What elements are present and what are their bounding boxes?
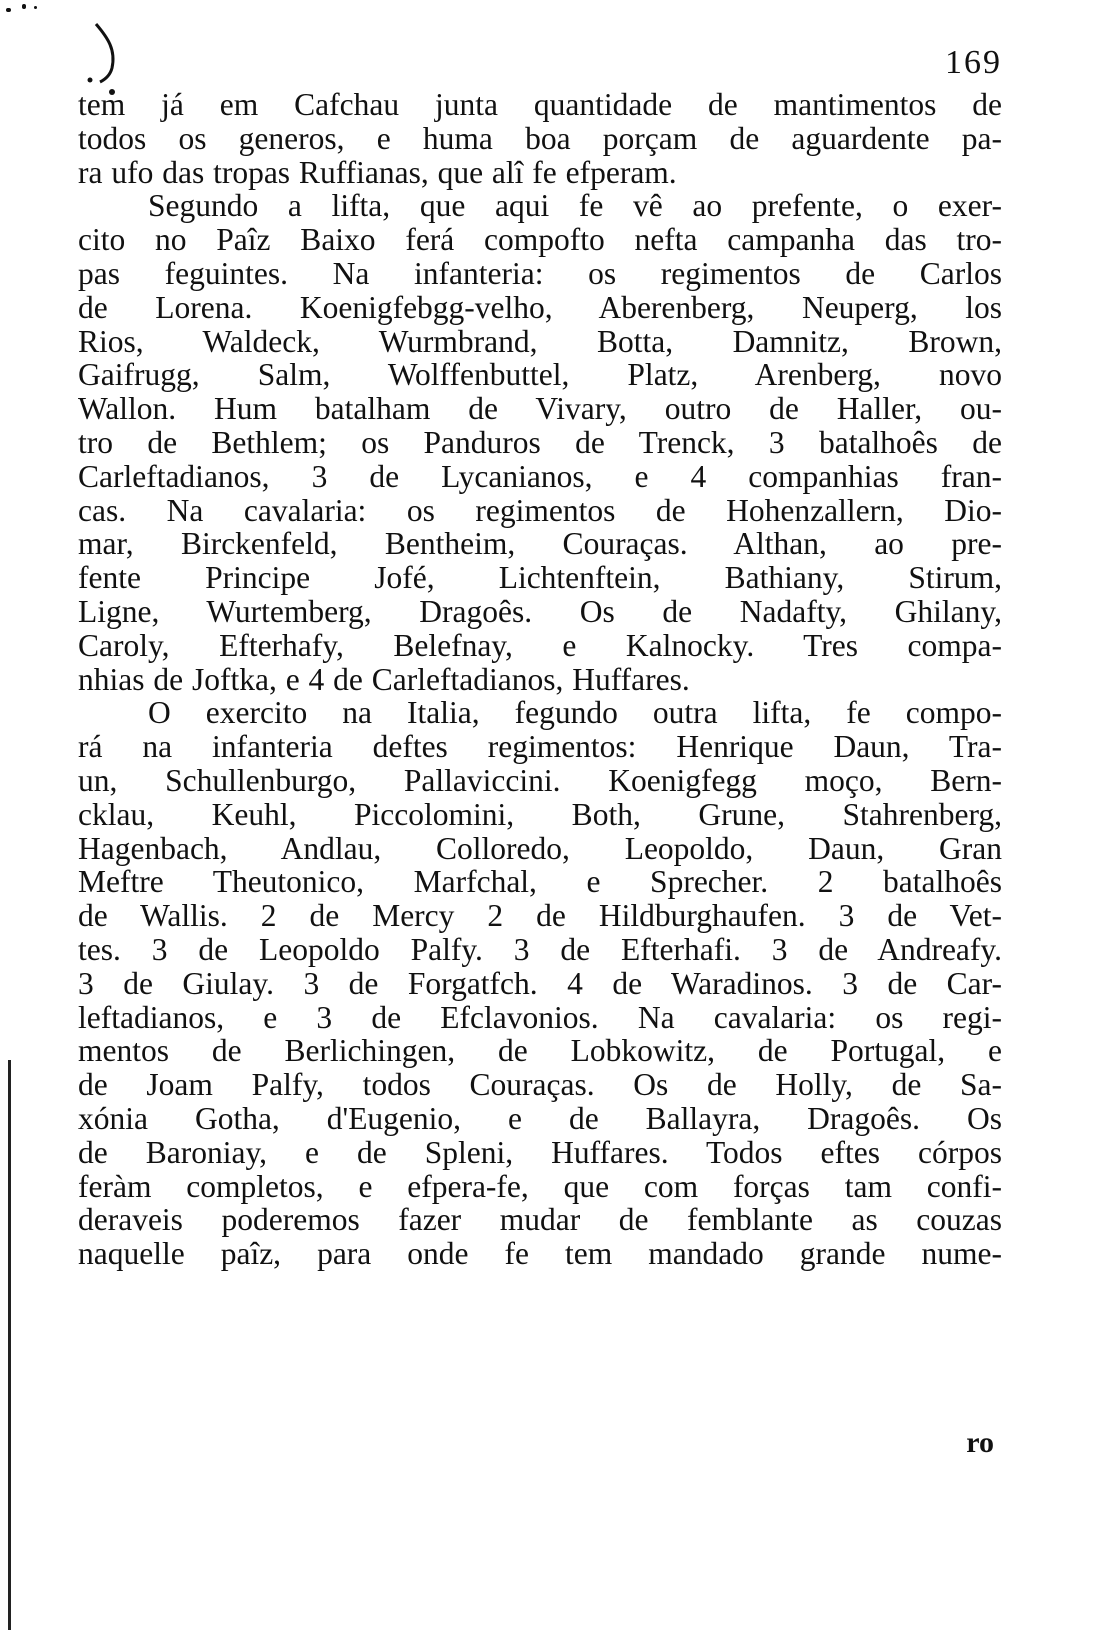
text-line: leftadianos, e 3 de Efclavonios. Na cavalaria: os regi- — [78, 999, 1002, 1035]
text-line: pas feguintes. Na infanteria: os regimentos de Carlos — [78, 255, 1002, 291]
page-edge-line — [8, 1060, 11, 1630]
ink-speck — [34, 6, 37, 9]
text-line: tem já em Cafchau junta quantidade de mantimentos de — [78, 87, 1002, 122]
page-number: 169 — [945, 44, 1002, 81]
text-line: naquelle paîz, para onde fe tem mandado grande nume- — [78, 1236, 1002, 1272]
text-line: rá na infanteria deftes regimentos: Henrique Daun, Tra- — [78, 729, 1002, 765]
text-line: Caroly, Efterhafy, Belefnay, e Kalnocky. Tres compa- — [78, 627, 1002, 663]
text-line: Ligne, Wurtemberg, Dragoês. Os de Nadafty, Ghilany, — [78, 593, 1002, 629]
text-line: deraveis poderemos fazer mudar de femblante as couzas — [78, 1202, 1002, 1238]
catchword: ro — [966, 1426, 994, 1459]
text-line: ra ufo das tropas Ruffianas, que alî fe efperam. — [78, 154, 677, 190]
ink-speck — [6, 8, 11, 12]
text-line: cito no Paîz Baixo ferá compofto nefta campanha das tro- — [78, 222, 1002, 258]
text-line: O exercito na Italia, fegundo outra lifta, fe compo- — [148, 695, 1002, 731]
text-line: nhias de Joftka, e 4 de Carleftadianos, Huffares. — [78, 661, 690, 697]
ink-speck — [22, 4, 26, 9]
text-line: Segundo a lifta, que aqui fe vê ao prefente, o exer- — [148, 188, 1002, 224]
text-line: tes. 3 de Leopoldo Palfy. 3 de Efterhafi. 3 de Andreafy. — [78, 931, 1002, 967]
text-line: Wallon. Hum batalham de Vivary, outro de Haller, ou- — [78, 391, 1002, 427]
text-line: de Lorena. Koenigfebgg-velho, Aberenberg, Neuperg, los — [78, 289, 1002, 325]
text-line: tro de Bethlem; os Panduros de Trenck, 3 batalhoês de — [78, 424, 1002, 460]
text-line: Hagenbach, Andlau, Colloredo, Leopoldo, Daun, Gran — [78, 830, 1002, 866]
text-line: Rios, Waldeck, Wurmbrand, Botta, Damnitz, Brown, — [78, 323, 1002, 359]
text-line: de Wallis. 2 de Mercy 2 de Hildburghaufen. 3 de Vet- — [78, 898, 1002, 934]
text-line: cas. Na cavalaria: os regimentos de Hohenzallern, Dio- — [78, 492, 1002, 528]
text-line: Gaifrugg, Salm, Wolffenbuttel, Platz, Arenberg, novo — [78, 357, 1002, 393]
text-line: Carleftadianos, 3 de Lycanianos, e 4 companhias fran- — [78, 458, 1002, 494]
text-line: 3 de Giulay. 3 de Forgatfch. 4 de Waradinos. 3 de Car- — [78, 965, 1002, 1001]
text-line: cklau, Keuhl, Piccolomini, Both, Grune, Stahrenberg, — [78, 796, 1002, 832]
text-line: feràm completos, e efpera-fe, que com forças tam confi- — [78, 1168, 1002, 1204]
text-line: todos os generos, e huma boa porçam de aguardente pa- — [78, 120, 1002, 156]
text-line: un, Schullenburgo, Pallaviccini. Koenigfegg moço, Bern- — [78, 762, 1002, 798]
text-line: mentos de Berlichingen, de Lobkowitz, de Portugal, e — [78, 1033, 1002, 1069]
text-line: mar, Birckenfeld, Bentheim, Couraças. Althan, ao pre- — [78, 526, 1002, 562]
text-line: fente Principe Jofé, Lichtenftein, Bathiany, Stirum, — [78, 560, 1002, 596]
text-line: de Baroniay, e de Spleni, Huffares. Todos eftes córpos — [78, 1134, 1002, 1170]
text-line: xónia Gotha, d'Eugenio, e de Ballayra, Dragoês. Os — [78, 1100, 1002, 1136]
text-line: de Joam Palfy, todos Couraças. Os de Holly, de Sa- — [78, 1067, 1002, 1103]
text-line: Meftre Theutonico, Marfchal, e Sprecher. 2 batalhoês — [78, 864, 1002, 900]
body-text — [78, 88, 1002, 1271]
